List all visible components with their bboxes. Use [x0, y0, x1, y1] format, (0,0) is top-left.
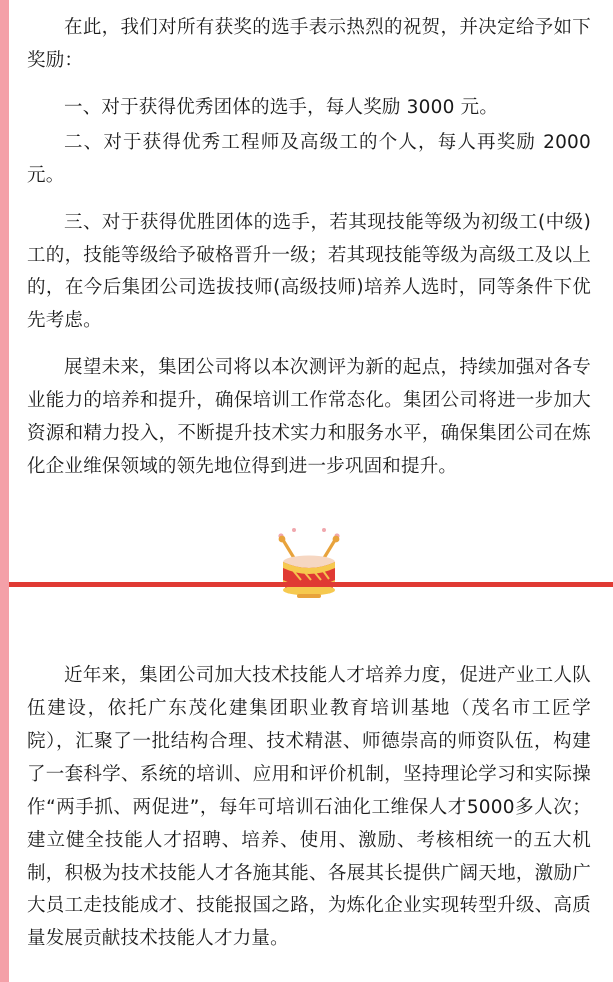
paragraph-talent-training: 近年来，集团公司加大技术技能人才培养力度，促进产业工人队伍建设，依托广东茂化建集团职业教育培训基地（茂名市工匠学院），汇聚了一批结构合理、技术精湛、师德崇高的师资队伍，构建了一套科学、系统的培训、应用和评价机制，坚持理论学习和实际操作“两手抓、两促进”，每年可培训石油化工维保人才5000多人次；建立健全技能人才招聘、培养、使用、激励、考核相统一的五大机制，积极为技术技能人才各施其能、各展其长提供广阔天地，激励广大员工走技能成才、技能报国之路，为炼化企业实现转型升级、高质量发展贡献技术技能人才力量。: [27, 664, 591, 950]
divider-line: [9, 582, 613, 587]
document-content: [9, 0, 613, 982]
bottom-accent-rail: [0, 700, 9, 982]
paragraph-award-two: 二、对于获得优秀工程师及高级工的个人，每人再奖励 2000 元。: [27, 131, 591, 186]
paragraph-award-one: 一、对于获得优秀团体的选手，每人奖励 3000 元。: [64, 96, 499, 118]
section-divider: [27, 514, 591, 634]
bottom-section: [27, 634, 591, 956]
drum-icon: [261, 528, 357, 606]
top-section: [27, 0, 591, 484]
paragraph-award-three: 三、对于获得优胜团体的选手，若其现技能等级为初级工(中级)工的，技能等级给予破格晋升一级；若其现技能等级为高级工及以上的，在今后集团公司选拔技师(高级技师)培养人选时，同等条件下优先考虑。: [27, 211, 591, 332]
paragraph-intro: 在此，我们对所有获奖的选手表示热烈的祝贺，并决定给予如下奖励：: [27, 17, 591, 71]
paragraph-outlook: 展望未来，集团公司将以本次测评为新的起点，持续加强对各专业能力的培养和提升，确保培训工作常态化。集团公司将进一步加大资源和精力投入，不断提升技术实力和服务水平，确保集团公司在炼化企业维保领域的领先地位得到进一步巩固和提升。: [27, 357, 591, 478]
